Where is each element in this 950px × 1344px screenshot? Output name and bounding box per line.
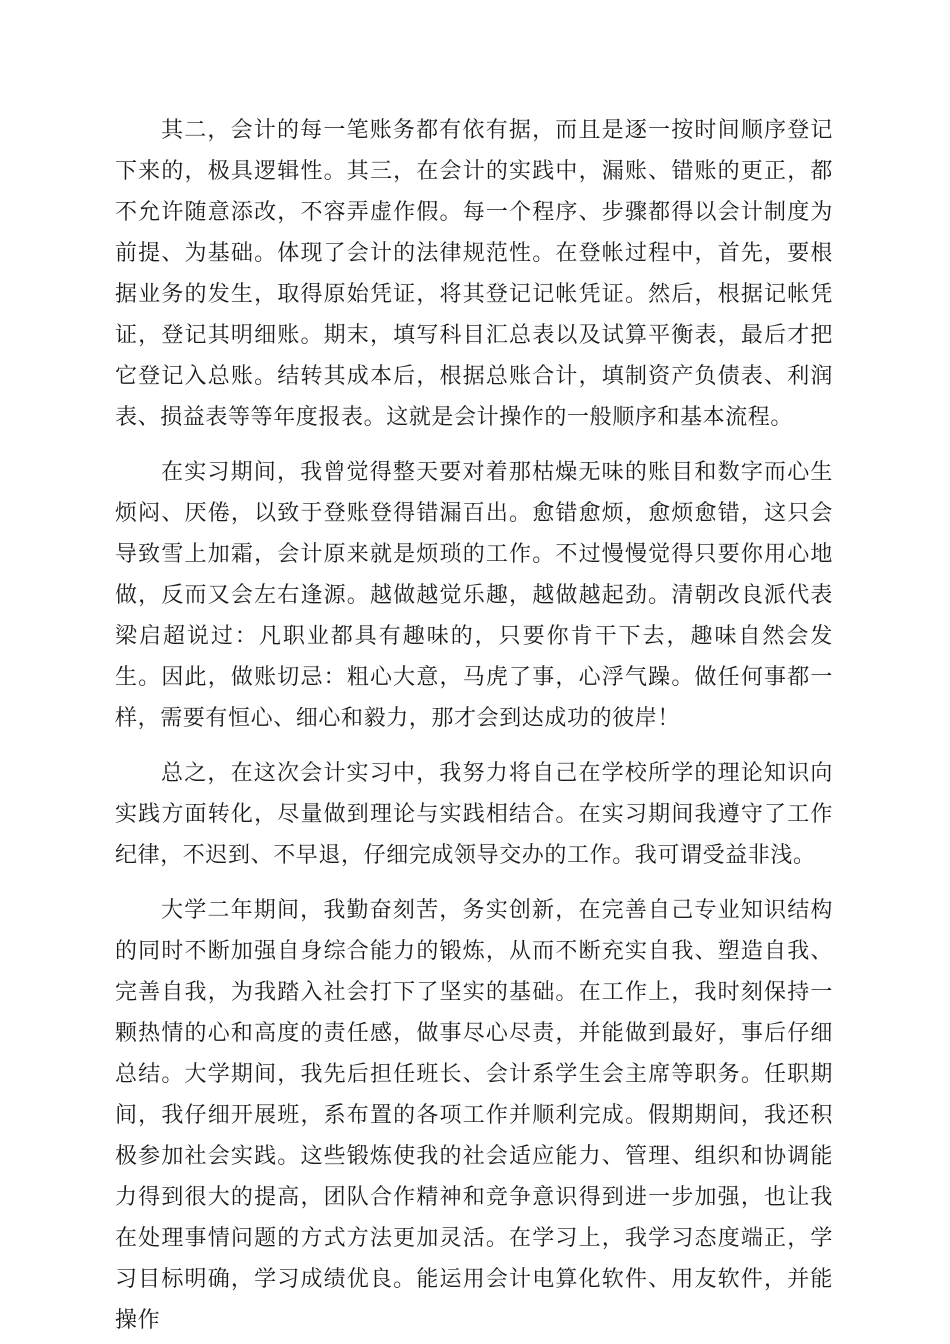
paragraph-college-years: 大学二年期间，我勤奋刻苦，务实创新，在完善自己专业知识结构的同时不断加强自身综合能力的锻炼，从而不断充实自我、塑造自我、完善自我，为我踏入社会打下了坚实的基础。在工作上，我时刻保持一颗热情的心和高度的责任感，做事尽心尽责，并能做到最好，事后仔细总结。大学期间，我先后担任班长、会计系学生会主席等职务。任职期间，我仔细开展班，系布置的各项工作并顺利完成。假期期间，我还积极参加社会实践。这些锻炼使我的社会适应能力、管理、组织和协调能力得到很大的提高，团队合作精神和竞争意识得到进一步加强，也让我在处理事情问题的方式方法更加灵活。在学习上，我学习态度端正，学习目标明确，学习成绩优良。能运用会计电算化软件、用友软件，并能操作 — [115, 898, 833, 1333]
document-body — [115, 110, 833, 1341]
paragraph-summary: 总之，在这次会计实习中，我努力将自己在学校所学的理论知识向实践方面转化，尽量做到理论与实践相结合。在实习期间我遵守了工作纪律，不迟到、不早退，仔细完成领导交办的工作。我可谓受益非浅。 — [115, 761, 833, 868]
paragraph-internship-feelings: 在实习期间，我曾觉得整天要对着那枯燥无味的账目和数字而心生烦闷、厌倦，以致于登账登得错漏百出。愈错愈烦，愈烦愈错，这只会导致雪上加霜，会计原来就是烦琐的工作。不过慢慢觉得只要你用心地做，反而又会左右逢源。越做越觉乐趣，越做越起劲。清朝改良派代表梁启超说过：凡职业都具有趣味的，只要你肯干下去，趣味自然会发生。因此，做账切忌：粗心大意，马虎了事，心浮气躁。做任何事都一样，需要有恒心、细心和毅力，那才会到达成功的彼岸！ — [115, 460, 833, 731]
paragraph-accounting-process: 其二，会计的每一笔账务都有依有据，而且是逐一按时间顺序登记下来的，极具逻辑性。其三，在会计的实践中，漏账、错账的更正，都不允许随意添改，不容弄虚作假。每一个程序、步骤都得以会计制度为前提、为基础。体现了会计的法律规范性。在登帐过程中，首先，要根据业务的发生，取得原始凭证，将其登记记帐凭证。然后，根据记帐凭证，登记其明细账。期末，填写科目汇总表以及试算平衡表，最后才把它登记入总账。结转其成本后，根据总账合计，填制资产负债表、利润表、损益表等等年度报表。这就是会计操作的一般顺序和基本流程。 — [115, 118, 833, 430]
